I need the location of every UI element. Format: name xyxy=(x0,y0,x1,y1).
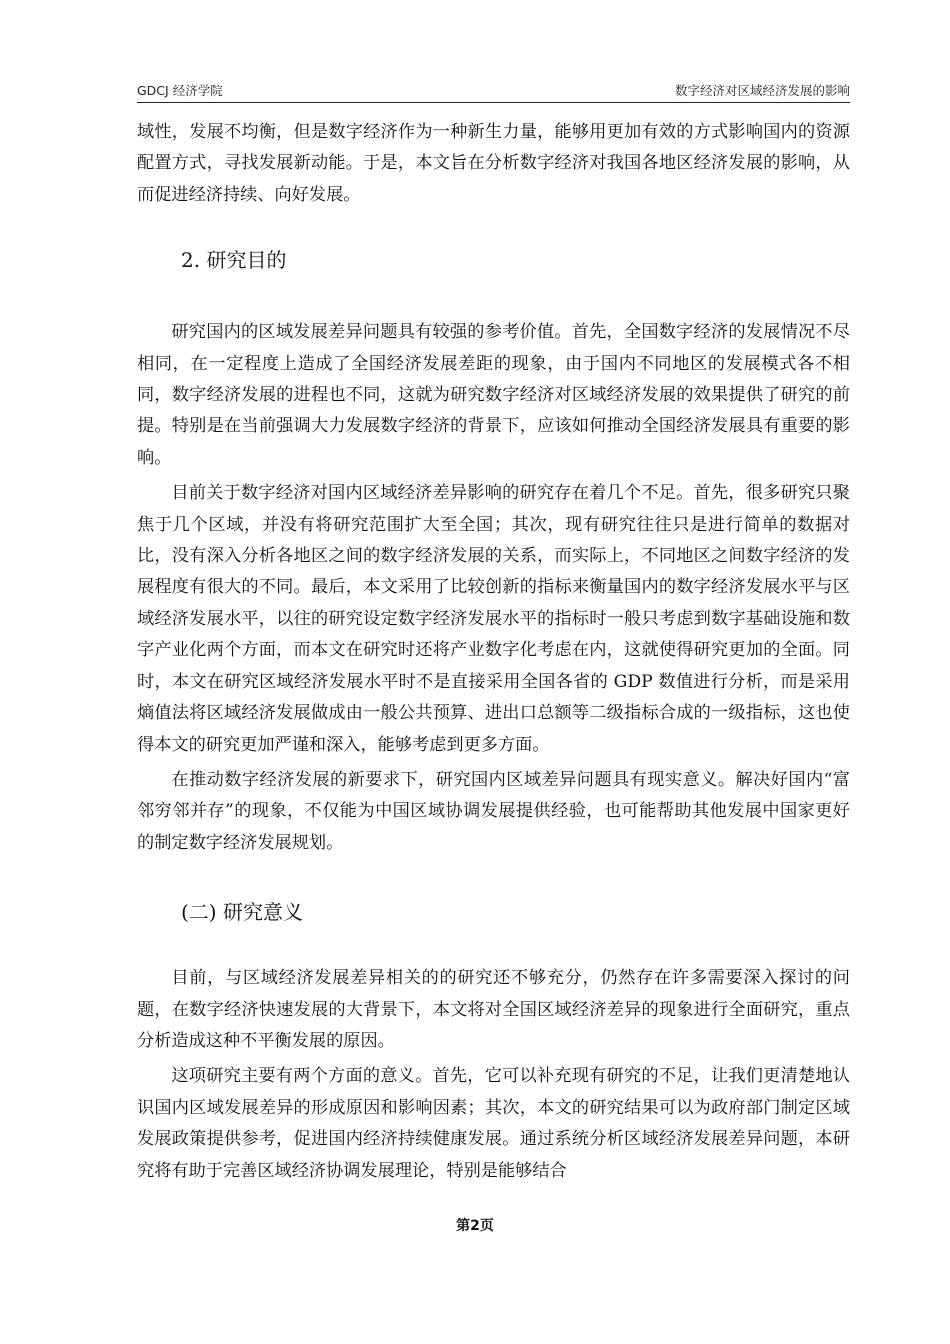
paragraph-goal-3: 在推动数字经济发展的新要求下，研究国内区域差异问题具有现实意义。解决好国内“富邻穷邻并存”的现象，不仅能为中国区域协调发展提供经验，也可能帮助其他发展中国家更好的制定数字经济发展规划。 xyxy=(137,769,850,853)
page-body xyxy=(137,117,850,1187)
header-institution: GDCJ 经济学院 xyxy=(137,83,223,98)
page-header xyxy=(137,78,850,103)
page-number: 第2页 xyxy=(456,1218,494,1234)
header-paper-title: 数字经济对区域经济发展的影响 xyxy=(674,83,850,98)
section-heading-research-meaning: (二) 研究意义 xyxy=(181,900,303,925)
paragraph-meaning-1: 目前，与区域经济发展差异相关的的研究还不够充分，仍然存在许多需要深入探讨的问题，在数字经济快速发展的大背景下，本文将对全国区域经济差异的现象进行全面研究，重点分析造成这种不平衡发展的原因。 xyxy=(137,968,850,1051)
section-heading-research-goal: 2. 研究目的 xyxy=(181,248,287,273)
paragraph-goal-2: 目前关于数字经济对国内区域经济差异影响的研究存在着几个不足。首先，很多研究只聚焦于几个区域，并没有将研究范围扩大至全国；其次，现有研究往往只是进行简单的数据对比，没有深入分析各地区之间的数字经济发展的关系，而实际上，不同地区之间数字经济的发展程度有很大的不同。最后，本文采用了比较创新的指标来衡量国内的数字经济发展水平与区域经济发展水平，以往的研究设定数字经济发展水平的指标时一般只考虑到数字基础设施和数字产业化两个方面，而本文在研究时还将产业数字化考虑在内，这就使得研究更加的全面。同时，本文在研究区域经济发展水平时不是直接采用全国各省的 GDP 数值进行分析，而是采用熵值法将区域经济发展做成由一般公共预算、进出口总额等二级指标合成的一级指标，这也使得本文的研究更加严谨和深入，能够考虑到更多方面。 xyxy=(137,483,850,755)
paragraph-meaning-2: 这项研究主要有两个方面的意义。首先，它可以补充现有研究的不足，让我们更清楚地认识国内区域发展差异的形成原因和影响因素；其次，本文的研究结果可以为政府部门制定区域发展政策提供参考，促进国内经济持续健康发展。通过系统分析区域经济发展差异问题，本研究将有助于完善区域经济协调发展理论，特别是能够结合 xyxy=(137,1066,850,1181)
paragraph-continuation: 域性，发展不均衡，但是数字经济作为一种新生力量，能够用更加有效的方式影响国内的资源配置方式，寻找发展新动能。于是，本文旨在分析数字经济对我国各地区经济发展的影响，从而促进经济持续、向好发展。 xyxy=(137,122,850,205)
paragraph-goal-1: 研究国内的区域发展差异问题具有较强的参考价值。首先，全国数字经济的发展情况不尽相同，在一定程度上造成了全国经济发展差距的现象，由于国内不同地区的发展模式各不相同，数字经济发展的进程也不同，这就为研究数字经济对区域经济发展的效果提供了研究的前提。特别是在当前强调大力发展数字经济的背景下，应该如何推动全国经济发展具有重要的影响。 xyxy=(137,322,850,468)
